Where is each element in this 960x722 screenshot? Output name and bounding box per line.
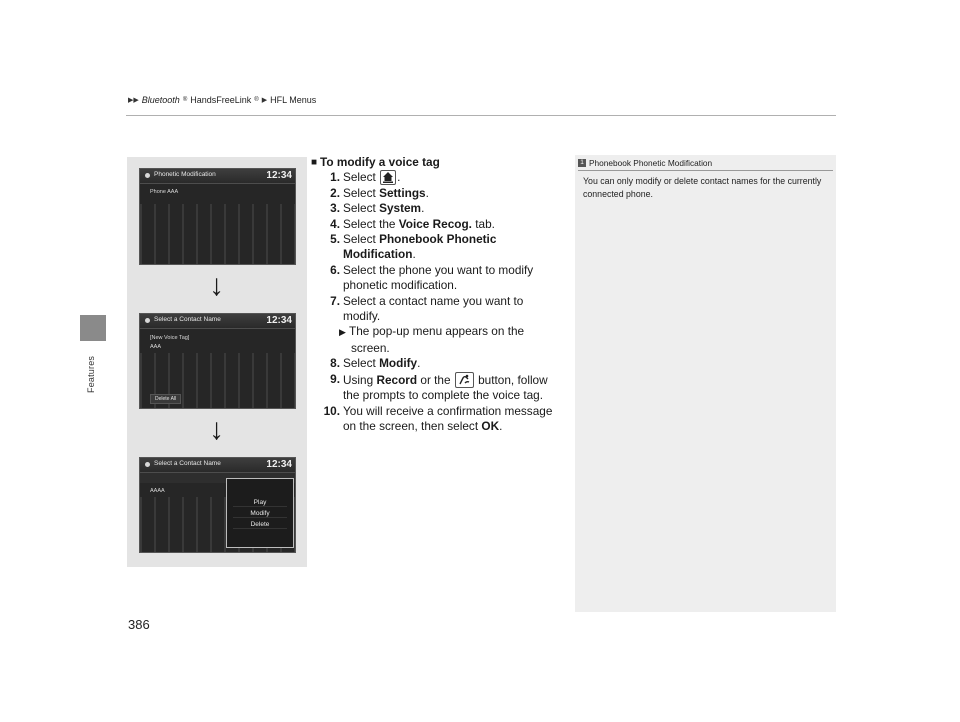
- step-2: [311, 186, 561, 201]
- step-text: Select: [343, 232, 376, 247]
- note-badge: 1: [578, 159, 586, 167]
- step-text: Select the: [343, 216, 396, 231]
- page-number: 386: [128, 617, 150, 632]
- screen-contact-popup: [139, 457, 296, 553]
- section-side-label: [86, 345, 100, 405]
- screen-clock: 12:34: [266, 170, 292, 181]
- header-rule: [126, 115, 836, 116]
- note-title: [578, 158, 712, 168]
- step-number: 7.: [330, 293, 340, 308]
- step-9: [311, 372, 561, 404]
- step-number: 6.: [330, 262, 340, 277]
- step-10: [311, 404, 561, 435]
- step-3: [311, 201, 561, 216]
- note-rule: [578, 170, 833, 171]
- step-8: [311, 356, 561, 371]
- step-number: 3.: [330, 201, 340, 216]
- status-dot-icon: [145, 462, 150, 467]
- procedure-steps: [311, 155, 561, 434]
- screen-titlebar: [140, 169, 295, 184]
- heading-square-icon: ■: [311, 157, 318, 168]
- procedure-heading-text: To modify a voice tag: [320, 155, 440, 169]
- section-tab-marker: [80, 315, 106, 341]
- step-number: 8.: [330, 356, 340, 371]
- step-text: tab.: [475, 216, 495, 231]
- step-number: 4.: [330, 216, 340, 231]
- step-text: .: [397, 170, 401, 185]
- screen-phonetic-modification: [139, 168, 296, 265]
- step-text: button, follow the prompts to complete the voice tag.: [343, 372, 548, 403]
- step-number: 2.: [330, 185, 340, 200]
- section-side-label-text: Features: [86, 355, 96, 393]
- list-item: [New Voice Tag]: [150, 335, 190, 341]
- step-text: .: [417, 356, 421, 371]
- step-4: [311, 217, 561, 232]
- step-text: You will receive a confirmation message on the screen, then select: [343, 403, 553, 433]
- note-text: You can only modify or delete contact names for the currently connected phone.: [583, 176, 822, 199]
- step-text: .: [499, 418, 503, 433]
- step-bold-term: Phonebook Phonetic Modification: [343, 232, 497, 262]
- flow-arrow-icon: ↓: [209, 413, 224, 446]
- screen-clock: 12:34: [266, 315, 292, 326]
- registered-mark: ®: [254, 97, 259, 103]
- screen-select-contact-name: [139, 313, 296, 409]
- note-title-text: Phonebook Phonetic Modification: [589, 158, 713, 168]
- step-number: 10.: [323, 403, 340, 418]
- step-text: Select: [343, 185, 376, 200]
- procedure-heading: [311, 155, 561, 170]
- delete-all-button: Delete All: [150, 394, 181, 404]
- step-text: or the: [420, 372, 451, 387]
- step-number: 9.: [330, 371, 340, 386]
- flow-arrow-icon: ↓: [209, 269, 224, 302]
- side-note-panel: [575, 155, 836, 612]
- screen-title: Select a Contact Name: [154, 316, 221, 323]
- step-text: .: [421, 201, 425, 216]
- step-7: [311, 294, 561, 325]
- screen-titlebar: [140, 458, 295, 473]
- breadcrumb: [128, 95, 316, 105]
- step-bold-term: OK: [481, 418, 500, 433]
- step-bold-term: Modify: [379, 356, 418, 371]
- status-dot-icon: [145, 318, 150, 323]
- screen-title: Phonetic Modification: [154, 171, 216, 178]
- popup-option-modify: Modify: [233, 510, 287, 518]
- home-icon: [380, 170, 396, 185]
- popup-menu: [226, 478, 294, 548]
- step-text: Select: [343, 170, 376, 185]
- result-arrow-icon: ▶: [339, 327, 346, 338]
- screen-title: Select a Contact Name: [154, 460, 221, 467]
- step-text: .: [425, 185, 429, 200]
- step-1: [311, 170, 561, 185]
- step-text: Select: [343, 356, 376, 371]
- breadcrumb-part-hfl-menus: HFL Menus: [270, 95, 317, 105]
- popup-option-delete: Delete: [233, 521, 287, 529]
- screen-clock: 12:34: [266, 459, 292, 470]
- step-bold-term: Settings: [379, 185, 426, 200]
- step-7-result: [311, 324, 561, 356]
- step-6: [311, 263, 561, 294]
- breadcrumb-part-handsfreelink: HandsFreeLink: [190, 95, 252, 105]
- screen-titlebar: [140, 314, 295, 329]
- step-bold-term: Voice Recog.: [398, 216, 472, 231]
- step-result-text: The pop-up menu appears on the screen.: [349, 324, 525, 355]
- popup-option-play: Play: [233, 499, 287, 507]
- status-dot-icon: [145, 173, 150, 178]
- list-item: AAAA: [150, 488, 165, 494]
- step-bold-term: Record: [376, 372, 418, 387]
- breadcrumb-arrow-icon: ▶: [261, 97, 268, 104]
- breadcrumb-part-bluetooth: Bluetooth: [141, 95, 180, 105]
- step-bold-term: System: [379, 201, 422, 216]
- list-item: AAA: [150, 344, 162, 350]
- breadcrumb-arrow-icon: ▶▶: [128, 97, 139, 104]
- step-5: [311, 232, 561, 263]
- registered-mark: ®: [182, 97, 188, 103]
- step-text: Select the phone you want to modify phonetic modification.: [343, 262, 534, 293]
- step-text: Select: [343, 201, 376, 216]
- step-number: 5.: [330, 232, 340, 247]
- talk-button-icon: [455, 372, 474, 388]
- step-text: .: [412, 247, 416, 262]
- step-text: Using: [343, 372, 374, 387]
- step-number: 1.: [330, 170, 340, 185]
- list-item: Phone AAA: [150, 189, 179, 195]
- step-text: Select a contact name you want to modify.: [343, 293, 524, 324]
